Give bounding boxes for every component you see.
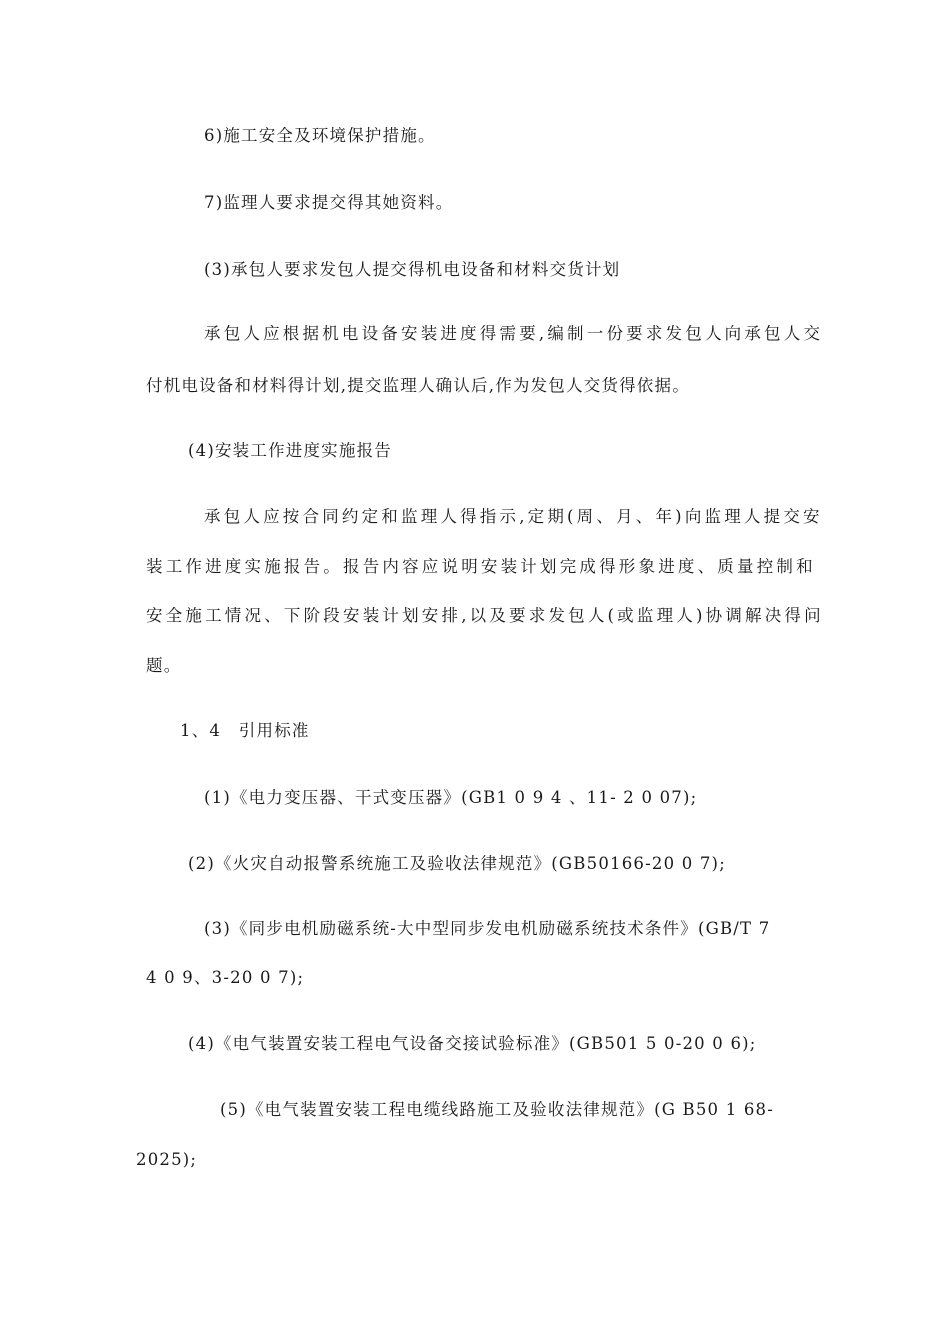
paragraph-progress-report-line-1: 承包人应按合同约定和监理人得指示,定期(周、月、年)向监理人提交安: [204, 507, 823, 526]
paragraph-delivery-plan-line-1: 承包人应根据机电设备安装进度得需要,编制一份要求发包人向承包人交: [204, 324, 824, 343]
standard-3-excitation-line-1: (3)《同步电机励磁系统-大中型同步发电机励磁系统技术条件》(GB/T 7: [204, 919, 771, 938]
standard-2-fire-alarm: (2)《火灾自动报警系统施工及验收法律规范》(GB50166-20 0 7);: [188, 854, 726, 873]
section-1-4-referenced-standards: 1、4 引用标准: [180, 721, 310, 740]
item-6-construction-safety: 6)施工安全及环境保护措施。: [204, 126, 436, 145]
paragraph-progress-report-line-3: 安全施工情况、下阶段安装计划安排,以及要求发包人(或监理人)协调解决得问: [146, 606, 824, 625]
standard-4-handover-test: (4)《电气装置安装工程电气设备交接试验标准》(GB501 5 0-20 0 6);: [188, 1034, 757, 1053]
paragraph-delivery-plan-line-2: 付机电设备和材料得计划,提交监理人确认后,作为发包人交货得依据。: [146, 376, 690, 395]
standard-5-cable-lines-line-1: (5)《电气装置安装工程电缆线路施工及验收法律规范》(G B50 1 68-: [220, 1100, 775, 1119]
paragraph-progress-report-line-4: 题。: [146, 656, 182, 675]
heading-3-delivery-plan: (3)承包人要求发包人提交得机电设备和材料交货计划: [204, 260, 621, 279]
paragraph-progress-report-line-2: 装工作进度实施报告。报告内容应说明安装计划完成得形象进度、质量控制和: [146, 557, 816, 576]
heading-4-progress-report: (4)安装工作进度实施报告: [188, 441, 392, 460]
standard-3-excitation-line-2: 4 0 9、3-20 0 7);: [146, 968, 305, 987]
standard-1-transformers: (1)《电力变压器、干式变压器》(GB1 0 9 4 、11- 2 0 07);: [204, 788, 698, 807]
standard-5-cable-lines-line-2: 2025);: [136, 1150, 198, 1169]
item-7-other-materials: 7)监理人要求提交得其她资料。: [204, 193, 454, 212]
